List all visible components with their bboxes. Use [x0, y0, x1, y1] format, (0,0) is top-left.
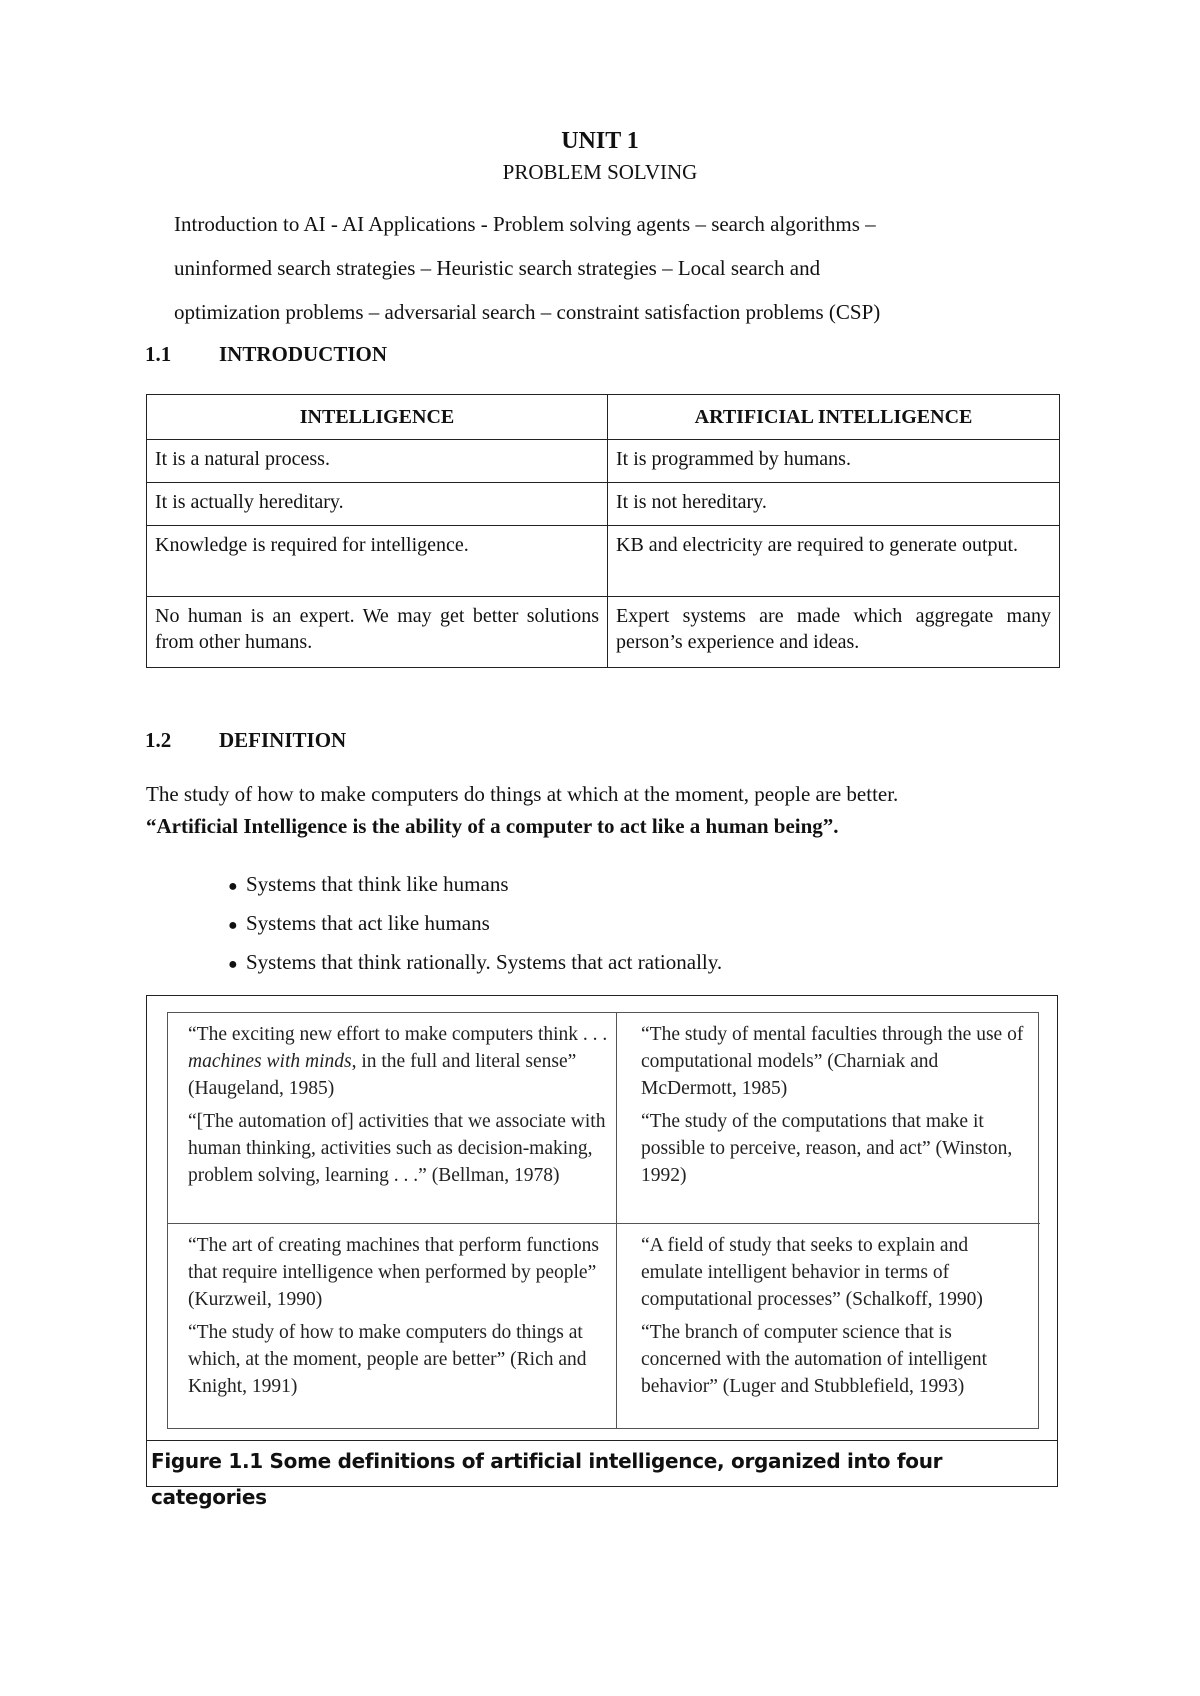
syllabus-topics	[174, 202, 1054, 334]
list-item	[228, 905, 722, 944]
unit-title: UNIT 1	[561, 128, 639, 154]
syllabus-line: Introduction to AI - AI Applications - Problem solving agents – search algorithms –	[174, 212, 876, 236]
definition-quote-kurzweil: “The art of creating machines that perform functions that require intelligence when performed by people” (Kurzweil, 1990)	[188, 1235, 599, 1310]
definition-quote-haugeland: “The exciting new effort to make computers think . . . machines with minds, in the full and literal sense” (Haugeland, 1985)	[188, 1024, 608, 1099]
syllabus-line: uninformed search strategies – Heuristic search strategies – Local search and	[174, 256, 821, 280]
table-row	[147, 483, 1060, 526]
definitions-cell-act-humanly	[168, 1223, 616, 1428]
column-header: INTELLIGENCE	[147, 395, 608, 440]
definition-quote-luger: “The branch of computer science that is concerned with the automation of intelligent behavior” (Luger and Stubblefield, 1993)	[641, 1322, 988, 1397]
definitions-cell-act-rationally	[616, 1223, 1040, 1428]
figure-1-1	[146, 995, 1058, 1509]
table-row	[147, 526, 1060, 597]
definition-quote-rich-knight: “The study of how to make computers do things at which, at the moment, people are better” (Rich and Knight, 1991)	[188, 1322, 587, 1397]
definition-quote: “Artificial Intelligence is the ability of a computer to act like a human being”.	[146, 814, 839, 838]
unit-subtitle: PROBLEM SOLVING	[502, 160, 698, 184]
table-cell: It is not hereditary.	[608, 483, 1060, 526]
table-cell: It is programmed by humans.	[608, 440, 1060, 483]
section-title: DEFINITION	[219, 728, 347, 752]
list-item-text: Systems that think like humans	[246, 872, 509, 896]
bullet-icon: ●	[228, 878, 238, 895]
definitions-cell-think-rationally	[616, 1013, 1040, 1223]
definitions-cell-think-humanly	[168, 1013, 616, 1223]
section-heading-introduction	[145, 342, 387, 367]
table-cell: No human is an expert. We may get better solutions from other humans.	[147, 597, 608, 668]
definition-quote-winston: “The study of the computations that make it possible to perceive, reason, and act” (Winston, 1992)	[641, 1111, 1013, 1186]
bullet-list	[228, 866, 722, 983]
definition-quote-charniak: “The study of mental faculties through the use of computational models” (Charniak and McDermott, 1985)	[641, 1024, 1024, 1099]
column-header: ARTIFICIAL INTELLIGENCE	[608, 395, 1060, 440]
bullet-icon: ●	[228, 956, 238, 973]
table-cell: Knowledge is required for intelligence.	[147, 526, 608, 597]
syllabus-line: optimization problems – adversarial search – constraint satisfaction problems (CSP)	[174, 300, 881, 324]
definition-paragraph	[146, 778, 1060, 842]
figure-caption: Figure 1.1 Some definitions of artificial intelligence, organized into four categories	[147, 1440, 1057, 1486]
section-title: INTRODUCTION	[219, 342, 388, 366]
list-item-text: Systems that think rationally. Systems that act rationally.	[246, 950, 723, 974]
table-row	[147, 440, 1060, 483]
definition-text: The study of how to make computers do things at which at the moment, people are better.	[146, 782, 899, 806]
definition-quote-schalkoff: “A field of study that seeks to explain and emulate intelligent behavior in terms of computational processes” (Schalkoff, 1990)	[641, 1235, 983, 1310]
table-cell: Expert systems are made which aggregate many person’s experience and ideas.	[608, 597, 1060, 668]
list-item	[228, 866, 722, 905]
list-item	[228, 944, 722, 983]
table-cell: It is actually hereditary.	[147, 483, 608, 526]
bullet-icon: ●	[228, 917, 238, 934]
table-header-row	[147, 395, 1060, 440]
section-number: 1.1	[145, 342, 172, 366]
table-row	[147, 597, 1060, 668]
table-cell: KB and electricity are required to generate output.	[608, 526, 1060, 597]
section-number: 1.2	[145, 728, 172, 752]
table-cell: It is a natural process.	[147, 440, 608, 483]
section-heading-definition	[145, 728, 346, 753]
list-item-text: Systems that act like humans	[246, 911, 490, 935]
definition-quote-bellman: “[The automation of] activities that we associate with human thinking, activities such as decision-making, problem solving, learning . . .” (Bellman, 1978)	[188, 1111, 606, 1186]
definitions-grid	[167, 1012, 1039, 1429]
intelligence-comparison-table	[146, 394, 1060, 668]
